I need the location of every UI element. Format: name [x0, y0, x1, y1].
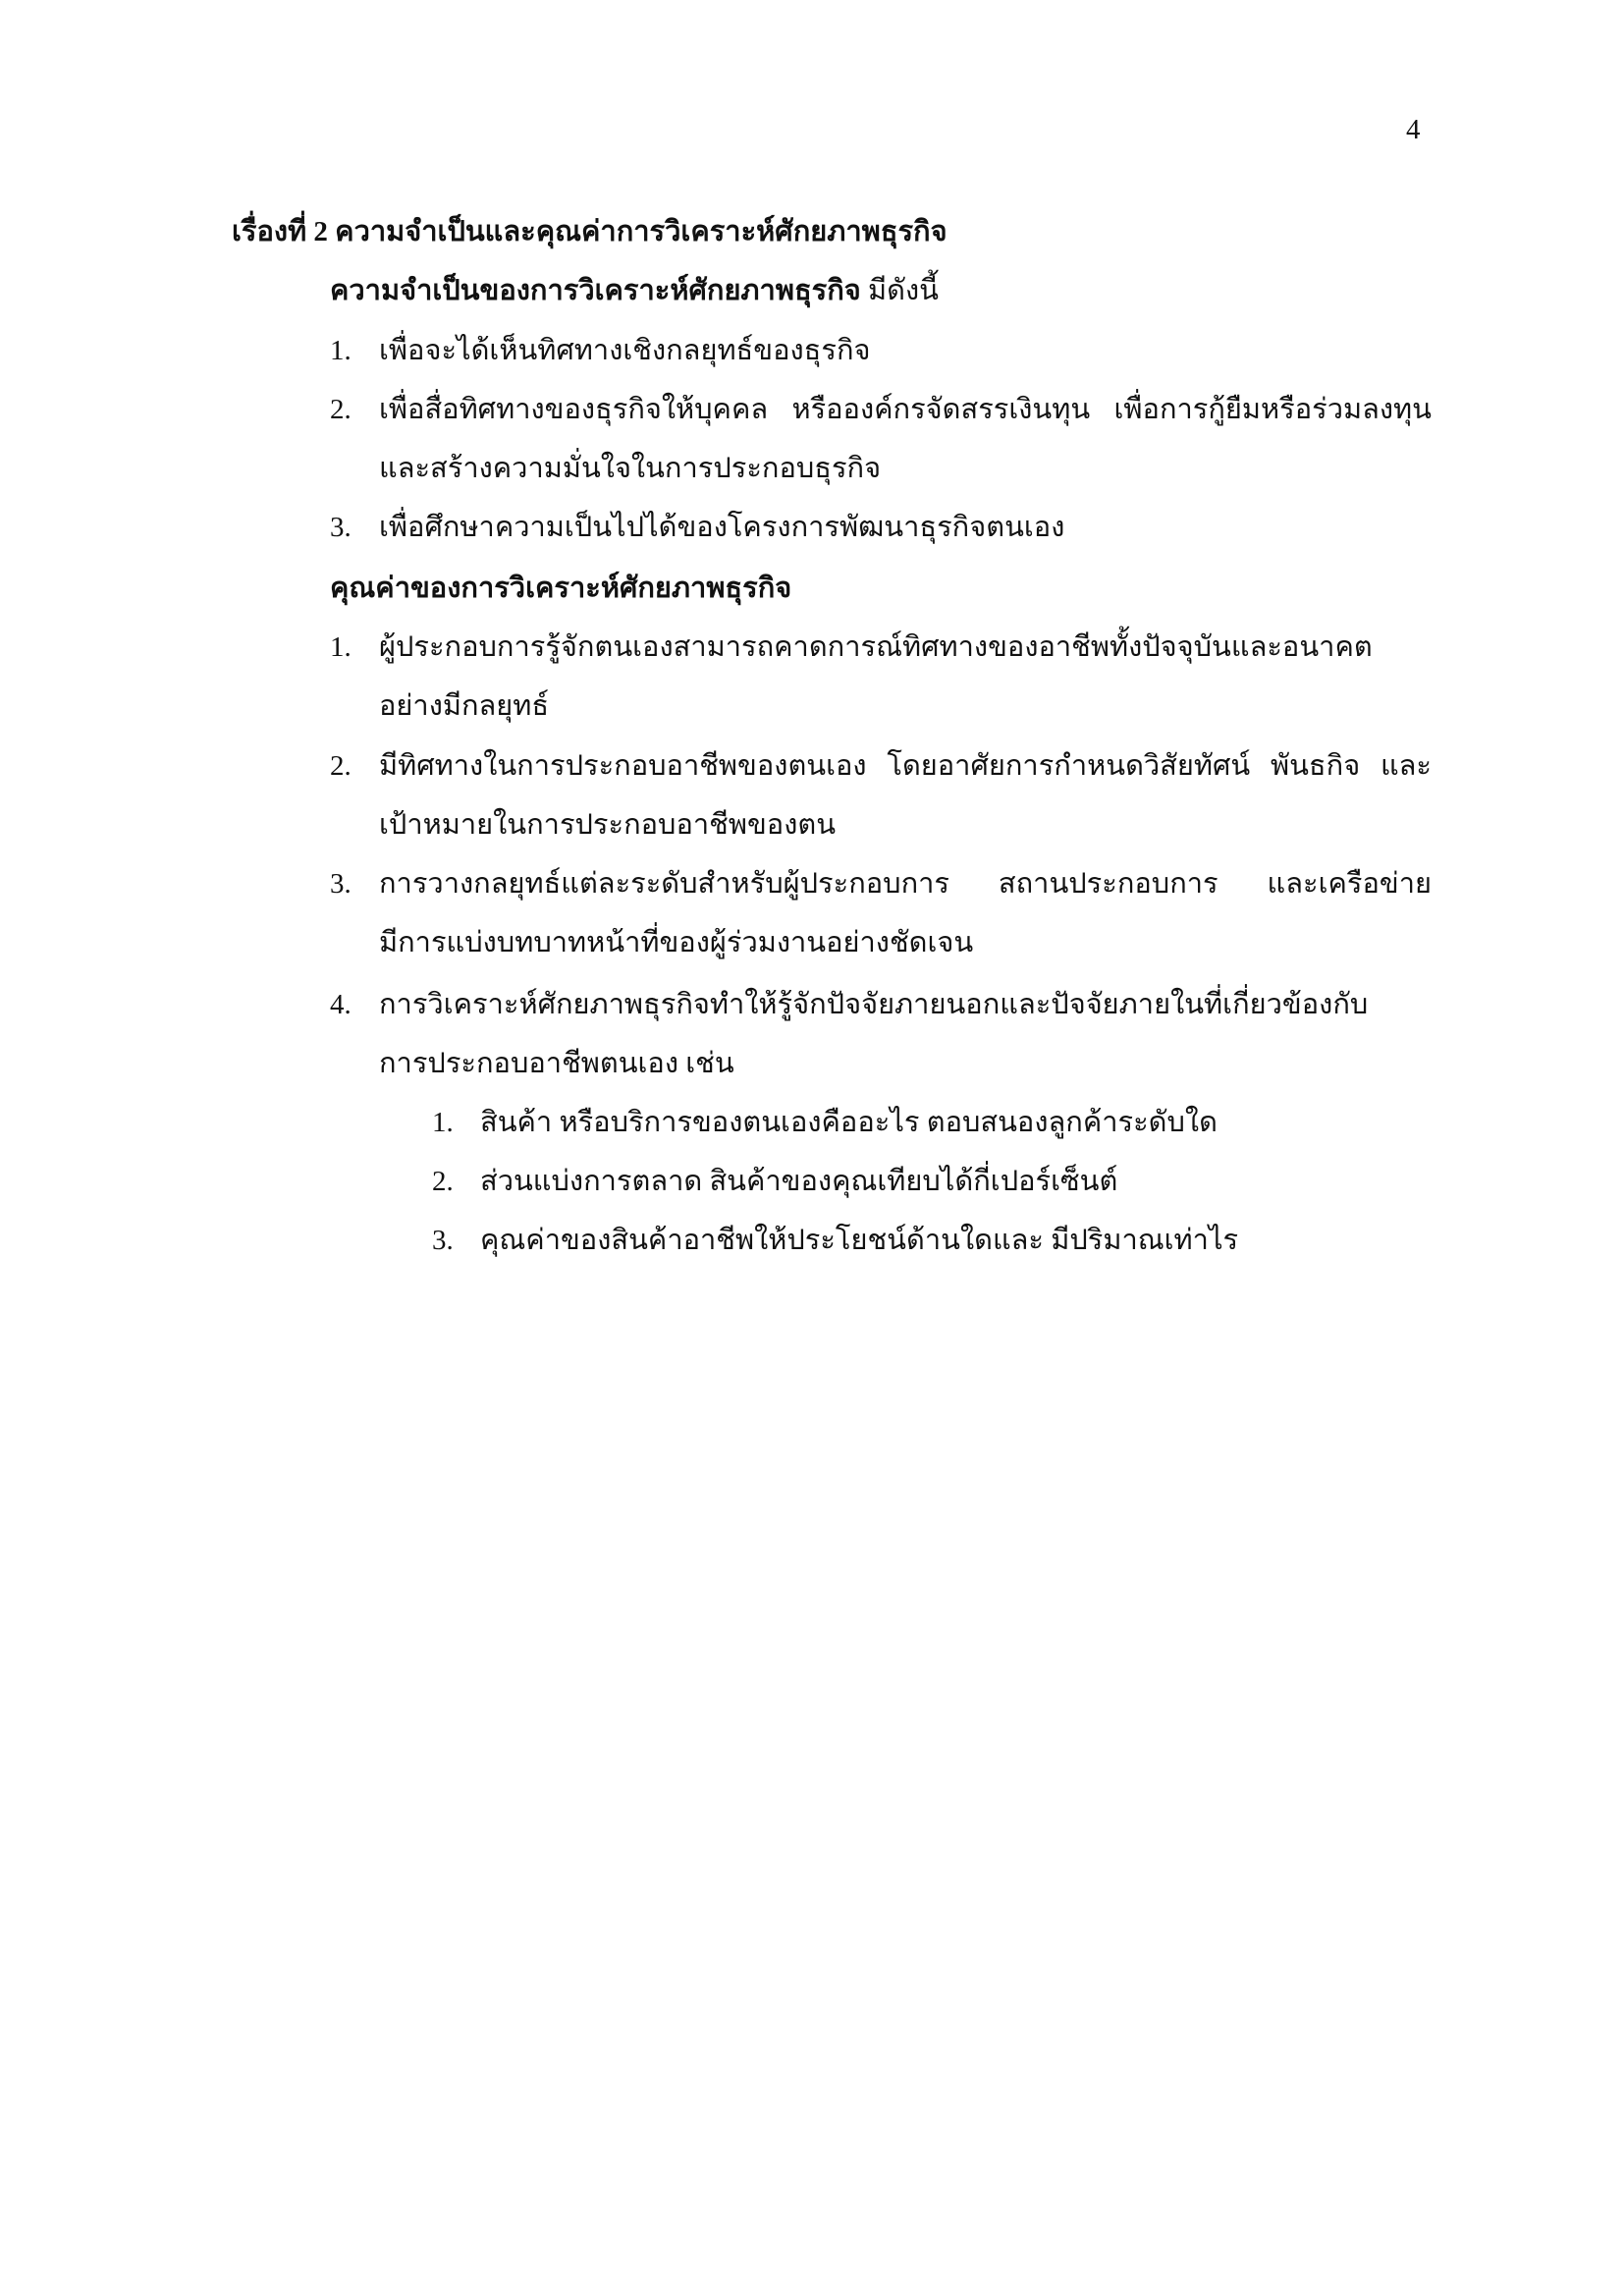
- list-item-text: การวิเคราะห์ศักยภาพธุรกิจทำให้รู้จักปัจจัยภายนอกและปัจจัยภายในที่เกี่ยวข้องกับ: [379, 989, 1369, 1020]
- list-item-text-continued: เป้าหมายในการประกอบอาชีพของตน: [379, 809, 837, 841]
- value-title: คุณค่าของการวิเคราะห์ศักยภาพธุรกิจ: [330, 573, 792, 604]
- section-heading: เรื่องที่ 2 ความจำเป็นและคุณค่าการวิเคราะห์ศักยภาพธุรกิจ: [232, 216, 947, 247]
- list-number: 3.: [330, 868, 352, 900]
- list-item-text: เพื่อสื่อทิศทางของธุรกิจให้บุคคล หรือองค์กรจัดสรรเงินทุน เพื่อการกู้ยืมหรือร่วมลงทุน: [379, 394, 1432, 425]
- list-number: 2.: [330, 750, 352, 782]
- list-number: 2.: [330, 394, 352, 425]
- sublist-number: 3.: [432, 1225, 454, 1256]
- list-item-text: มีทิศทางในการประกอบอาชีพของตนเอง โดยอาศัยการกำหนดวิสัยทัศน์ พันธกิจ และ: [379, 750, 1432, 782]
- list-item-text-continued: มีการแบ่งบทบาทหน้าที่ของผู้ร่วมงานอย่างชัดเจน: [379, 927, 974, 958]
- list-item-text-continued: อย่างมีกลยุทธ์: [379, 690, 550, 722]
- page-number: 4: [1406, 114, 1421, 145]
- sublist-number: 2.: [432, 1166, 454, 1197]
- list-number: 1.: [330, 631, 352, 663]
- list-item-text-continued: การประกอบอาชีพตนเอง เช่น: [379, 1048, 734, 1079]
- list-number: 3.: [330, 512, 352, 543]
- list-number: 4.: [330, 989, 352, 1020]
- list-item-text: ผู้ประกอบการรู้จักตนเองสามารถคาดการณ์ทิศทางของอาชีพทั้งปัจจุบันและอนาคต: [379, 631, 1373, 663]
- sublist-item-text: คุณค่าของสินค้าอาชีพให้ประโยชน์ด้านใดและ มีปริมาณเท่าไร: [480, 1225, 1239, 1256]
- list-item-text: การวางกลยุทธ์แต่ละระดับสำหรับผู้ประกอบการ สถานประกอบการ และเครือข่าย: [379, 868, 1432, 900]
- necessity-title: ความจำเป็นของการวิเคราะห์ศักยภาพธุรกิจ: [330, 275, 861, 306]
- necessity-title-line: [330, 271, 939, 310]
- list-item-text: เพื่อจะได้เห็นทิศทางเชิงกลยุทธ์ของธุรกิจ: [379, 335, 871, 366]
- list-number: 1.: [330, 335, 352, 366]
- sublist-item-text: สินค้า หรือบริการของตนเองคืออะไร ตอบสนองลูกค้าระดับใด: [480, 1107, 1218, 1138]
- necessity-title-suffix: มีดังนี้: [868, 275, 939, 306]
- list-item-text: เพื่อศึกษาความเป็นไปได้ของโครงการพัฒนาธุรกิจตนเอง: [379, 512, 1065, 543]
- sublist-number: 1.: [432, 1107, 454, 1138]
- sublist-item-text: ส่วนแบ่งการตลาด สินค้าของคุณเทียบได้กี่เปอร์เซ็นต์: [480, 1166, 1118, 1197]
- list-item-text-continued: และสร้างความมั่นใจในการประกอบธุรกิจ: [379, 453, 882, 484]
